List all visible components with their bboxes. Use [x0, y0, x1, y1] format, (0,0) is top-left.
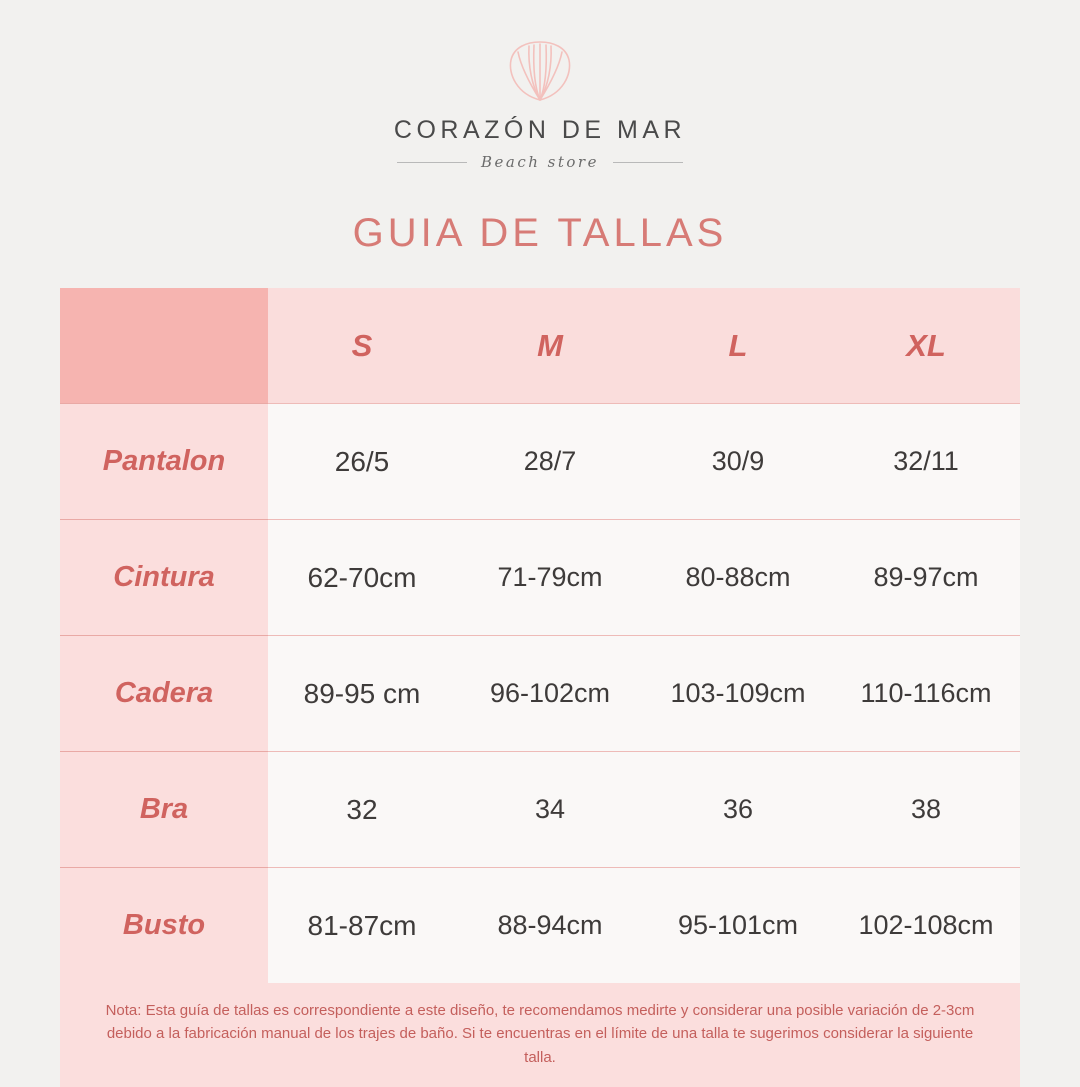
cell-cintura-m: 71-79cm: [456, 520, 644, 636]
size-table-body: [60, 404, 1020, 984]
brand-tagline-row: [0, 153, 1080, 171]
row-label-bra: Bra: [60, 752, 268, 868]
column-header-l: L: [644, 288, 832, 404]
row-label-cintura: Cintura: [60, 520, 268, 636]
cell-pantalon-l: 30/9: [644, 404, 832, 520]
column-header-m: M: [456, 288, 644, 404]
cell-bra-m: 34: [456, 752, 644, 868]
table-header-row: [60, 288, 1020, 404]
cell-busto-l: 95-101cm: [644, 868, 832, 984]
cell-bra-l: 36: [644, 752, 832, 868]
cell-pantalon-s: 26/5: [268, 404, 456, 520]
table-row: [60, 636, 1020, 752]
size-table-head: [60, 288, 1020, 404]
cell-bra-s: 32: [268, 752, 456, 868]
cell-cadera-s: 89-95 cm: [268, 636, 456, 752]
page-title: GUIA DE TALLAS: [352, 211, 728, 255]
row-label-cadera: Cadera: [60, 636, 268, 752]
cell-cadera-m: 96-102cm: [456, 636, 644, 752]
cell-busto-m: 88-94cm: [456, 868, 644, 984]
cell-busto-xl: 102-108cm: [832, 868, 1020, 984]
cell-cintura-s: 62-70cm: [268, 520, 456, 636]
table-row: [60, 752, 1020, 868]
table-row: [60, 868, 1020, 984]
brand-tagline: Beach store: [475, 153, 605, 171]
size-guide-note: Nota: Esta guía de tallas es correspondiente a este diseño, te recomendamos medirte y considerar una posible variación de 2-3cm debido a la fabricación manual de los trajes de baño. Si te encuentras en el límite de una talla te sugerimos considerar la siguiente talla.: [60, 983, 1020, 1087]
cell-pantalon-m: 28/7: [456, 404, 644, 520]
cell-bra-xl: 38: [832, 752, 1020, 868]
brand-name: CORAZÓN DE MAR: [393, 116, 687, 144]
size-table: [60, 288, 1020, 983]
column-header-xl: XL: [832, 288, 1020, 404]
cell-cintura-xl: 89-97cm: [832, 520, 1020, 636]
row-label-pantalon: Pantalon: [60, 404, 268, 520]
seashell-icon: [505, 40, 575, 102]
brand-header: [0, 0, 1080, 171]
table-corner-cell: [60, 288, 268, 404]
row-label-busto: Busto: [60, 868, 268, 984]
table-row: [60, 520, 1020, 636]
cell-busto-s: 81-87cm: [268, 868, 456, 984]
cell-cintura-l: 80-88cm: [644, 520, 832, 636]
cell-cadera-xl: 110-116cm: [832, 636, 1020, 752]
cell-cadera-l: 103-109cm: [644, 636, 832, 752]
cell-pantalon-xl: 32/11: [832, 404, 1020, 520]
size-table-wrapper: [60, 288, 1020, 983]
column-header-s: S: [268, 288, 456, 404]
table-row: [60, 404, 1020, 520]
